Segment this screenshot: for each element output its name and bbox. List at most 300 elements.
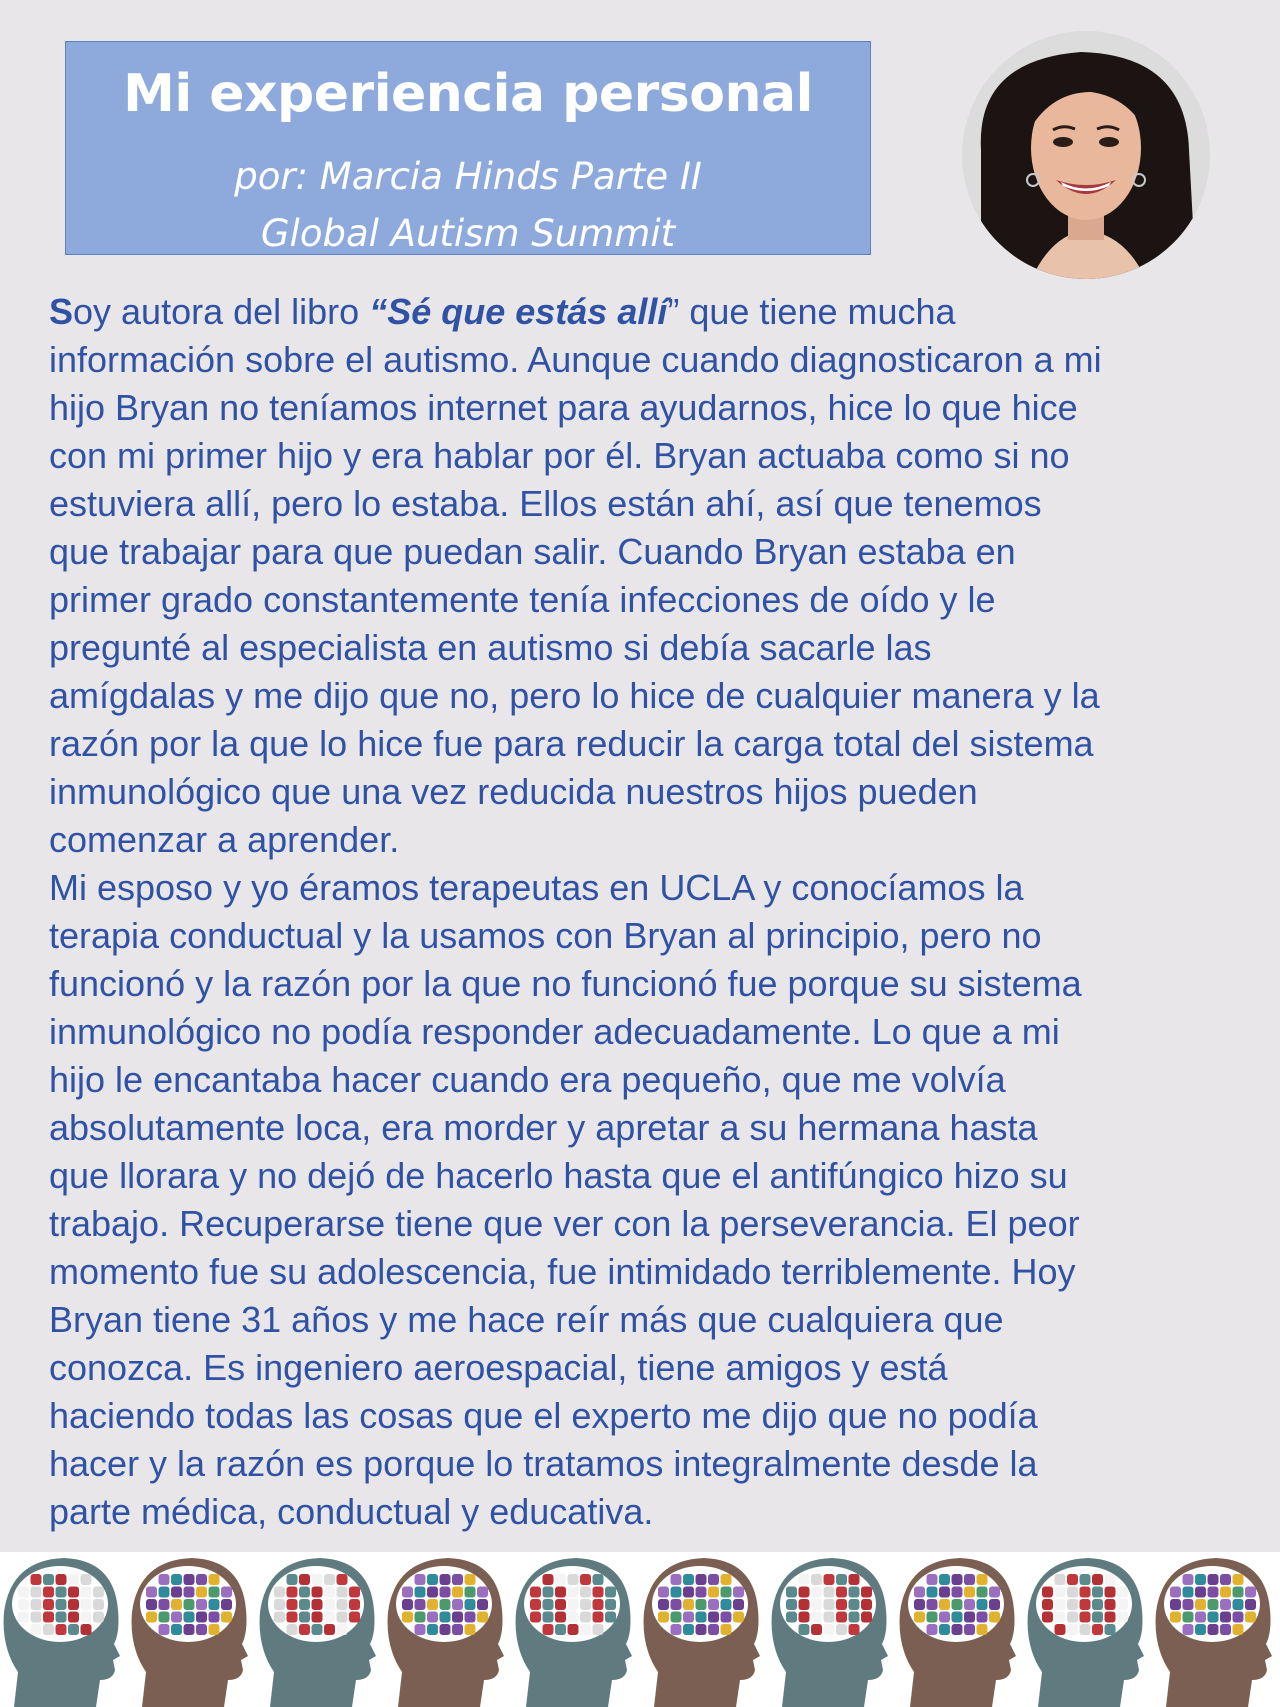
intro-text: oy autora del libro — [73, 291, 370, 332]
puzzle-piece — [658, 1587, 669, 1598]
puzzle-piece — [1208, 1574, 1219, 1585]
article-line: con mi primer hijo y era hablar por él. Bryan actuaba como si no — [49, 435, 1070, 476]
puzzle-piece — [927, 1624, 938, 1635]
puzzle-piece — [465, 1612, 476, 1623]
puzzle-piece — [1105, 1624, 1116, 1635]
puzzle-piece — [440, 1587, 451, 1598]
puzzle-piece — [939, 1612, 950, 1623]
puzzle-piece — [964, 1624, 975, 1635]
puzzle-piece — [31, 1599, 42, 1610]
puzzle-piece — [1092, 1624, 1103, 1635]
puzzle-piece — [721, 1612, 732, 1623]
puzzle-piece — [1233, 1587, 1244, 1598]
puzzle-piece — [849, 1624, 860, 1635]
puzzle-piece — [68, 1599, 79, 1610]
puzzle-piece — [452, 1612, 463, 1623]
puzzle-piece — [836, 1612, 847, 1623]
puzzle-piece — [1233, 1624, 1244, 1635]
drop-letter: S — [49, 291, 74, 332]
puzzle-piece — [1117, 1587, 1128, 1598]
puzzle-brain-red-icon — [1020, 1552, 1145, 1707]
puzzle-piece — [465, 1587, 476, 1598]
puzzle-piece — [312, 1587, 323, 1598]
puzzle-piece — [964, 1574, 975, 1585]
puzzle-piece — [93, 1599, 104, 1610]
puzzle-piece — [274, 1599, 285, 1610]
puzzle-piece — [580, 1612, 591, 1623]
puzzle-piece — [56, 1599, 67, 1610]
puzzle-piece — [56, 1624, 67, 1635]
puzzle-piece — [849, 1599, 860, 1610]
puzzle-piece — [1092, 1612, 1103, 1623]
puzzle-piece — [171, 1587, 182, 1598]
puzzle-piece — [312, 1574, 323, 1585]
puzzle-piece — [68, 1574, 79, 1585]
article-line: estuviera allí, pero lo estaba. Ellos están ahí, así que tenemos — [49, 483, 1042, 524]
puzzle-piece — [68, 1612, 79, 1623]
puzzle-piece — [287, 1624, 298, 1635]
puzzle-piece — [861, 1599, 872, 1610]
puzzle-piece — [427, 1587, 438, 1598]
puzzle-piece — [593, 1599, 604, 1610]
puzzle-piece — [159, 1587, 170, 1598]
puzzle-piece — [81, 1587, 92, 1598]
puzzle-piece — [465, 1574, 476, 1585]
puzzle-piece — [593, 1587, 604, 1598]
puzzle-piece — [1170, 1587, 1181, 1598]
puzzle-piece — [209, 1624, 220, 1635]
book-title: “Sé que estás allí — [369, 291, 668, 332]
puzzle-piece — [43, 1612, 54, 1623]
puzzle-piece — [1245, 1587, 1256, 1598]
puzzle-piece — [68, 1624, 79, 1635]
puzzle-piece — [1067, 1574, 1078, 1585]
puzzle-piece — [171, 1599, 182, 1610]
puzzle-piece — [209, 1612, 220, 1623]
puzzle-piece — [696, 1612, 707, 1623]
puzzle-piece — [324, 1599, 335, 1610]
puzzle-piece — [440, 1612, 451, 1623]
puzzle-piece — [146, 1587, 157, 1598]
puzzle-piece — [1208, 1624, 1219, 1635]
puzzle-piece — [964, 1599, 975, 1610]
puzzle-piece — [836, 1587, 847, 1598]
puzzle-piece — [914, 1587, 925, 1598]
author-portrait-photo — [961, 30, 1211, 280]
puzzle-piece — [683, 1574, 694, 1585]
puzzle-piece — [81, 1612, 92, 1623]
puzzle-piece — [56, 1587, 67, 1598]
puzzle-piece — [733, 1599, 744, 1610]
puzzle-piece — [402, 1587, 413, 1598]
puzzle-piece — [824, 1599, 835, 1610]
puzzle-piece — [543, 1612, 554, 1623]
puzzle-piece — [349, 1612, 360, 1623]
puzzle-piece — [952, 1574, 963, 1585]
puzzle-piece — [337, 1624, 348, 1635]
puzzle-piece — [733, 1612, 744, 1623]
puzzle-piece — [146, 1599, 157, 1610]
article-line: que llorara y no dejó de hacerlo hasta que el antifúngico hizo su — [49, 1155, 1068, 1196]
puzzle-piece — [593, 1624, 604, 1635]
article-line: absolutamente loca, era morder y apretar a su hermana hasta — [49, 1107, 1038, 1148]
puzzle-piece — [543, 1587, 554, 1598]
puzzle-piece — [1183, 1624, 1194, 1635]
puzzle-piece — [465, 1624, 476, 1635]
puzzle-piece — [1195, 1624, 1206, 1635]
puzzle-piece — [530, 1612, 541, 1623]
puzzle-piece — [1195, 1574, 1206, 1585]
puzzle-piece — [786, 1612, 797, 1623]
puzzle-piece — [1220, 1612, 1231, 1623]
puzzle-piece — [939, 1587, 950, 1598]
puzzle-piece — [299, 1612, 310, 1623]
puzzle-piece — [952, 1599, 963, 1610]
article-line: funcionó y la razón por la que no funcionó fue porque su sistema — [49, 963, 1082, 1004]
puzzle-piece — [939, 1574, 950, 1585]
puzzle-piece — [287, 1612, 298, 1623]
puzzle-piece — [324, 1612, 335, 1623]
puzzle-piece — [427, 1624, 438, 1635]
puzzle-piece — [184, 1612, 195, 1623]
puzzle-piece — [696, 1624, 707, 1635]
puzzle-piece — [658, 1599, 669, 1610]
puzzle-piece — [402, 1612, 413, 1623]
puzzle-piece — [811, 1599, 822, 1610]
puzzle-piece — [415, 1574, 426, 1585]
puzzle-piece — [196, 1612, 207, 1623]
puzzle-piece — [81, 1574, 92, 1585]
puzzle-piece — [146, 1612, 157, 1623]
puzzle-piece — [31, 1587, 42, 1598]
puzzle-piece — [1055, 1587, 1066, 1598]
puzzle-piece — [696, 1599, 707, 1610]
puzzle-piece — [1220, 1574, 1231, 1585]
puzzle-piece — [708, 1574, 719, 1585]
puzzle-piece — [93, 1587, 104, 1598]
puzzle-piece — [927, 1599, 938, 1610]
puzzle-piece — [836, 1574, 847, 1585]
article-line: Bryan tiene 31 años y me hace reír más que cualquiera que — [49, 1299, 1004, 1340]
puzzle-piece — [427, 1574, 438, 1585]
puzzle-piece — [721, 1574, 732, 1585]
puzzle-piece — [683, 1612, 694, 1623]
puzzle-piece — [324, 1574, 335, 1585]
puzzle-piece — [81, 1599, 92, 1610]
puzzle-piece — [1195, 1599, 1206, 1610]
article-line: primer grado constantemente tenía infecciones de oído y le — [49, 579, 996, 620]
puzzle-piece — [1105, 1587, 1116, 1598]
puzzle-piece — [337, 1587, 348, 1598]
puzzle-piece — [799, 1587, 810, 1598]
puzzle-piece — [849, 1574, 860, 1585]
puzzle-piece — [440, 1624, 451, 1635]
puzzle-piece — [184, 1599, 195, 1610]
puzzle-piece — [1233, 1599, 1244, 1610]
article-line: comenzar a aprender. — [49, 819, 400, 860]
event-subtitle: Global Autism Summit — [260, 212, 676, 255]
puzzle-brain-purple-icon — [380, 1552, 505, 1707]
article-line: haciendo todas las cosas que el experto me dijo que no podía — [49, 1395, 1038, 1436]
puzzle-piece — [287, 1574, 298, 1585]
puzzle-piece — [1042, 1612, 1053, 1623]
article-line: pregunté al especialista en autismo si debía sacarle las — [49, 627, 932, 668]
article-line: Mi esposo y yo éramos terapeutas en UCLA y conocíamos la — [49, 867, 1024, 908]
article-line: inmunológico que una vez reducida nuestros hijos pueden — [49, 771, 978, 812]
puzzle-piece — [824, 1624, 835, 1635]
page-title: Mi experiencia personal — [123, 64, 813, 124]
article-line: parte médica, conductual y educativa. — [49, 1491, 654, 1532]
puzzle-piece — [964, 1612, 975, 1623]
puzzle-piece — [1055, 1612, 1066, 1623]
puzzle-piece — [1092, 1599, 1103, 1610]
puzzle-piece — [196, 1574, 207, 1585]
puzzle-piece — [593, 1612, 604, 1623]
puzzle-piece — [93, 1612, 104, 1623]
puzzle-piece — [171, 1612, 182, 1623]
puzzle-piece — [927, 1587, 938, 1598]
puzzle-piece — [337, 1599, 348, 1610]
puzzle-piece — [671, 1624, 682, 1635]
article-line: terapia conductual y la usamos con Bryan al principio, pero no — [49, 915, 1042, 956]
puzzle-piece — [159, 1612, 170, 1623]
puzzle-piece — [1067, 1612, 1078, 1623]
puzzle-piece — [221, 1612, 232, 1623]
puzzle-piece — [849, 1612, 860, 1623]
puzzle-piece — [196, 1599, 207, 1610]
puzzle-piece — [671, 1612, 682, 1623]
puzzle-piece — [861, 1587, 872, 1598]
puzzle-piece — [555, 1599, 566, 1610]
puzzle-brain-head-strip — [0, 1552, 1280, 1707]
article-line: amígdalas y me dijo que no, pero lo hice de cualquier manera y la — [49, 675, 1100, 716]
puzzle-piece — [43, 1624, 54, 1635]
puzzle-piece — [477, 1587, 488, 1598]
puzzle-piece — [1208, 1599, 1219, 1610]
article-line: momento fue su adolescencia, fue intimidado terriblemente. Hoy — [49, 1251, 1076, 1292]
puzzle-piece — [1105, 1574, 1116, 1585]
puzzle-piece — [68, 1587, 79, 1598]
puzzle-piece — [1080, 1599, 1091, 1610]
puzzle-piece — [1067, 1587, 1078, 1598]
puzzle-piece — [81, 1624, 92, 1635]
puzzle-piece — [605, 1599, 616, 1610]
puzzle-piece — [477, 1612, 488, 1623]
puzzle-brain-purple-icon — [124, 1552, 249, 1707]
puzzle-piece — [952, 1624, 963, 1635]
puzzle-piece — [337, 1574, 348, 1585]
puzzle-piece — [555, 1574, 566, 1585]
puzzle-piece — [1080, 1612, 1091, 1623]
puzzle-piece — [593, 1574, 604, 1585]
puzzle-piece — [580, 1624, 591, 1635]
puzzle-brain-red-icon — [252, 1552, 377, 1707]
puzzle-piece — [543, 1599, 554, 1610]
puzzle-piece — [287, 1587, 298, 1598]
puzzle-piece — [914, 1599, 925, 1610]
puzzle-brain-purple-icon — [892, 1552, 1017, 1707]
puzzle-piece — [799, 1599, 810, 1610]
puzzle-piece — [543, 1574, 554, 1585]
puzzle-brain-red-icon — [508, 1552, 633, 1707]
puzzle-piece — [221, 1587, 232, 1598]
puzzle-piece — [415, 1612, 426, 1623]
puzzle-piece — [18, 1587, 29, 1598]
puzzle-piece — [56, 1612, 67, 1623]
puzzle-piece — [171, 1624, 182, 1635]
puzzle-piece — [1080, 1587, 1091, 1598]
puzzle-brain-red-icon — [764, 1552, 889, 1707]
puzzle-piece — [31, 1612, 42, 1623]
puzzle-piece — [349, 1599, 360, 1610]
puzzle-piece — [530, 1599, 541, 1610]
puzzle-piece — [312, 1612, 323, 1623]
puzzle-piece — [708, 1612, 719, 1623]
puzzle-piece — [324, 1624, 335, 1635]
article-line: conozca. Es ingeniero aeroespacial, tiene amigos y está — [49, 1347, 948, 1388]
article-line: hacer y la razón es porque lo tratamos integralmente desde la — [49, 1443, 1038, 1484]
puzzle-piece — [274, 1612, 285, 1623]
puzzle-piece — [671, 1587, 682, 1598]
title-banner — [65, 41, 871, 255]
puzzle-piece — [159, 1574, 170, 1585]
puzzle-piece — [927, 1612, 938, 1623]
puzzle-piece — [452, 1599, 463, 1610]
puzzle-piece — [568, 1624, 579, 1635]
puzzle-piece — [159, 1599, 170, 1610]
puzzle-brain-purple-icon — [636, 1552, 761, 1707]
puzzle-piece — [811, 1574, 822, 1585]
puzzle-piece — [287, 1599, 298, 1610]
article-line: razón por la que lo hice fue para reducir la carga total del sistema — [49, 723, 1094, 764]
puzzle-piece — [568, 1599, 579, 1610]
puzzle-piece — [43, 1587, 54, 1598]
puzzle-piece — [18, 1599, 29, 1610]
puzzle-piece — [977, 1574, 988, 1585]
puzzle-piece — [337, 1612, 348, 1623]
puzzle-piece — [209, 1587, 220, 1598]
puzzle-piece — [1042, 1587, 1053, 1598]
article-line: trabajo. Recuperarse tiene que ver con la perseverancia. El peor — [49, 1203, 1080, 1244]
puzzle-piece — [196, 1587, 207, 1598]
puzzle-piece — [1170, 1599, 1181, 1610]
puzzle-piece — [696, 1587, 707, 1598]
article-line: que trabajar para que puedan salir. Cuando Bryan estaba en — [49, 531, 1016, 572]
puzzle-piece — [1117, 1599, 1128, 1610]
puzzle-piece — [1105, 1612, 1116, 1623]
puzzle-piece — [440, 1599, 451, 1610]
puzzle-piece — [989, 1587, 1000, 1598]
puzzle-piece — [196, 1624, 207, 1635]
author-subtitle: por: Marcia Hinds Parte II — [234, 155, 702, 198]
puzzle-piece — [1233, 1612, 1244, 1623]
puzzle-piece — [580, 1574, 591, 1585]
puzzle-piece — [555, 1612, 566, 1623]
puzzle-piece — [708, 1599, 719, 1610]
puzzle-piece — [977, 1612, 988, 1623]
puzzle-piece — [1195, 1612, 1206, 1623]
puzzle-piece — [543, 1624, 554, 1635]
article-line: hijo Bryan no teníamos internet para ayudarnos, hice lo que hice — [49, 387, 1078, 428]
puzzle-piece — [1245, 1599, 1256, 1610]
puzzle-piece — [733, 1587, 744, 1598]
puzzle-piece — [799, 1624, 810, 1635]
intro-text-continued: ” que tiene mucha — [667, 291, 956, 332]
puzzle-piece — [1092, 1587, 1103, 1598]
puzzle-piece — [568, 1574, 579, 1585]
puzzle-piece — [1055, 1574, 1066, 1585]
puzzle-piece — [440, 1574, 451, 1585]
puzzle-piece — [299, 1574, 310, 1585]
puzzle-piece — [299, 1599, 310, 1610]
puzzle-piece — [977, 1599, 988, 1610]
puzzle-piece — [1220, 1587, 1231, 1598]
puzzle-piece — [1055, 1599, 1066, 1610]
puzzle-piece — [786, 1599, 797, 1610]
puzzle-piece — [1208, 1612, 1219, 1623]
puzzle-piece — [952, 1612, 963, 1623]
puzzle-piece — [402, 1599, 413, 1610]
puzzle-piece — [299, 1624, 310, 1635]
puzzle-piece — [452, 1574, 463, 1585]
puzzle-piece — [1183, 1574, 1194, 1585]
puzzle-piece — [977, 1587, 988, 1598]
puzzle-piece — [683, 1587, 694, 1598]
puzzle-piece — [274, 1587, 285, 1598]
puzzle-piece — [43, 1574, 54, 1585]
puzzle-piece — [811, 1612, 822, 1623]
puzzle-piece — [477, 1599, 488, 1610]
puzzle-piece — [209, 1599, 220, 1610]
puzzle-piece — [415, 1624, 426, 1635]
puzzle-piece — [811, 1587, 822, 1598]
puzzle-brain-red-icon — [0, 1552, 121, 1707]
puzzle-piece — [605, 1612, 616, 1623]
puzzle-piece — [580, 1587, 591, 1598]
puzzle-piece — [1208, 1587, 1219, 1598]
puzzle-piece — [708, 1587, 719, 1598]
puzzle-piece — [415, 1587, 426, 1598]
puzzle-piece — [952, 1587, 963, 1598]
article-line: inmunológico no podía responder adecuadamente. Lo que a mi — [49, 1011, 1060, 1052]
puzzle-piece — [671, 1574, 682, 1585]
puzzle-piece — [209, 1574, 220, 1585]
puzzle-piece — [927, 1574, 938, 1585]
puzzle-piece — [1170, 1612, 1181, 1623]
puzzle-piece — [1183, 1612, 1194, 1623]
puzzle-piece — [1080, 1624, 1091, 1635]
puzzle-piece — [415, 1599, 426, 1610]
puzzle-piece — [1067, 1624, 1078, 1635]
puzzle-piece — [811, 1624, 822, 1635]
article-line: información sobre el autismo. Aunque cuando diagnosticaron a mi — [49, 339, 1102, 380]
puzzle-piece — [1105, 1599, 1116, 1610]
puzzle-piece — [159, 1624, 170, 1635]
puzzle-piece — [721, 1624, 732, 1635]
puzzle-piece — [299, 1587, 310, 1598]
puzzle-piece — [1245, 1612, 1256, 1623]
puzzle-piece — [465, 1599, 476, 1610]
puzzle-piece — [977, 1624, 988, 1635]
puzzle-piece — [708, 1624, 719, 1635]
puzzle-piece — [1067, 1599, 1078, 1610]
puzzle-piece — [427, 1599, 438, 1610]
puzzle-piece — [658, 1612, 669, 1623]
puzzle-piece — [568, 1612, 579, 1623]
puzzle-piece — [799, 1574, 810, 1585]
puzzle-piece — [914, 1612, 925, 1623]
puzzle-piece — [452, 1587, 463, 1598]
